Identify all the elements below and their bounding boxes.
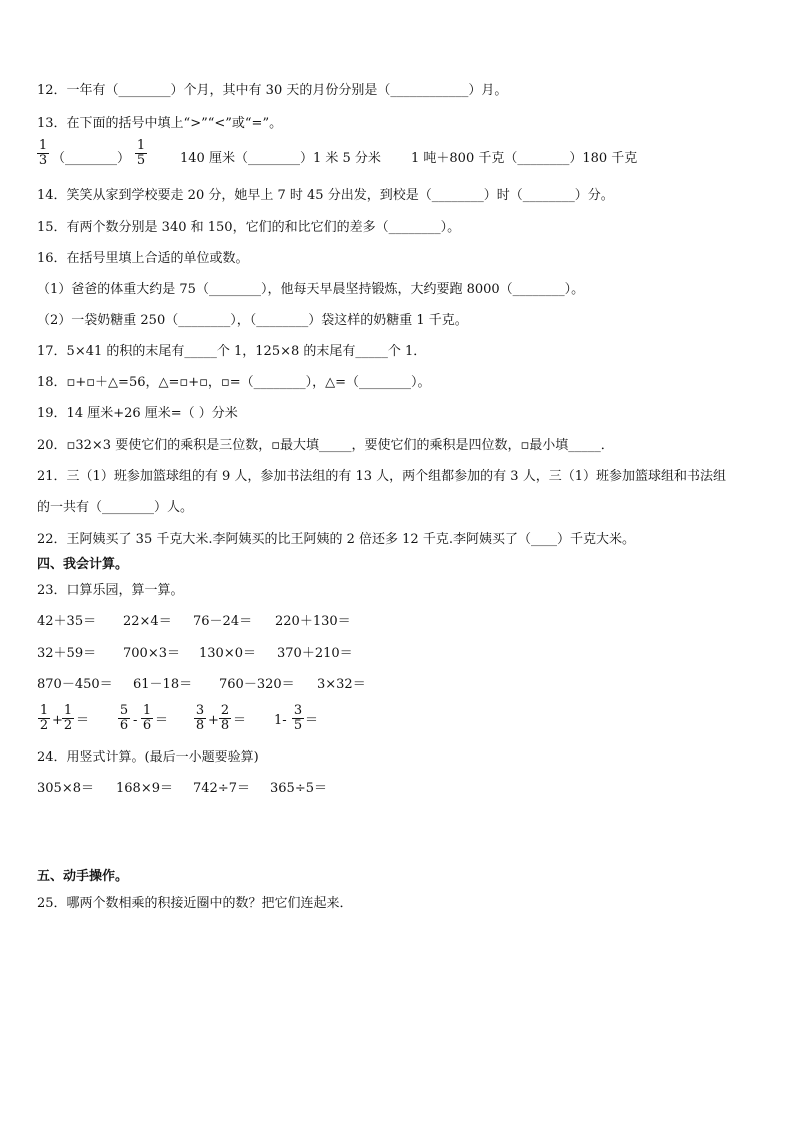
calc-item: 365÷5＝ bbox=[270, 781, 327, 796]
compare-item-c: 1 吨＋800 千克（________）180 千克 bbox=[411, 151, 638, 166]
calc-item: 220＋130＝ bbox=[275, 614, 351, 629]
calc-item: 700×3＝ bbox=[123, 646, 180, 661]
question-21-line-2: 的一共有（________）人。 bbox=[37, 500, 194, 515]
calc-item: 32＋59＝ bbox=[37, 646, 97, 661]
calc-item: 22×4＝ bbox=[123, 614, 172, 629]
calc-item: 61－18＝ bbox=[133, 677, 193, 692]
calc-item: 870－450＝ bbox=[37, 677, 113, 692]
question-17: 17．5×41 的积的末尾有_____个 1，125×8 的末尾有_____个 1． bbox=[37, 344, 427, 359]
section-5-heading: 五、动手操作。 bbox=[37, 869, 129, 884]
question-21-line-1: 21．三（1）班参加篮球组的有 9 人，参加书法组的有 13 人，两个组都参加的有 3 人，三（1）班参加篮球组和书法组 bbox=[37, 469, 726, 484]
question-15: 15．有两个数分别是 340 和 150，它们的和比它们的差多（________）。 bbox=[37, 220, 461, 235]
calc-item: 305×8＝ bbox=[37, 781, 94, 796]
fraction-one-third: $\frac{1}{3}$ bbox=[38, 138, 48, 168]
question-25: 25．哪两个数相乘的积接近圈中的数？把它们连起来． bbox=[37, 896, 353, 911]
question-18: 18．▫+▫＋△=56，△=▫+▫，▫=（________），△=（________）。 bbox=[37, 375, 431, 390]
question-23: 23．口算乐园，算一算。 bbox=[37, 583, 184, 598]
calc-item: 42＋35＝ bbox=[37, 614, 97, 629]
question-14: 14．笑笑从家到学校要走 20 分，她早上 7 时 45 分出发，到校是（________）时（________）分。 bbox=[37, 188, 614, 203]
question-13: 13．在下面的括号中填上“>”“<”或“=”。 bbox=[37, 116, 283, 131]
question-12: 12．一年有（________）个月，其中有 30 天的月份分别是（____________）月。 bbox=[37, 83, 508, 98]
section-4-heading: 四、我会计算。 bbox=[37, 557, 129, 572]
question-19: 19．14 厘米+26 厘米=（ ）分米 bbox=[37, 406, 238, 421]
calc-item: 130×0＝ bbox=[199, 646, 256, 661]
fraction-one-fifth: $\frac{1}{5}$ bbox=[136, 138, 146, 168]
calc-item: 76－24＝ bbox=[193, 614, 253, 629]
calc-item: 742÷7＝ bbox=[193, 781, 250, 796]
question-24: 24．用竖式计算。(最后一小题要验算) bbox=[37, 750, 259, 765]
compare-item-b: 140 厘米（________）1 米 5 分米 bbox=[180, 151, 381, 166]
question-16-part-2: （2）一袋奶糖重 250（________），（________）袋这样的奶糖重 1 千克。 bbox=[37, 313, 468, 328]
question-16-part-1: （1）爸爸的体重大约是 75（________），他每天早晨坚持锻炼，大约要跑 8000（________）。 bbox=[37, 282, 585, 297]
calc-item: 168×9＝ bbox=[116, 781, 173, 796]
compare-blank-a: （________） bbox=[52, 151, 131, 166]
question-22: 22．王阿姨买了 35 千克大米.李阿姨买的比王阿姨的 2 倍还多 12 千克.李阿姨买了（____）千克大米。 bbox=[37, 532, 635, 547]
calc-item: 3×32＝ bbox=[317, 677, 366, 692]
question-16: 16．在括号里填上合适的单位或数。 bbox=[37, 251, 249, 266]
calc-item: 760－320＝ bbox=[219, 677, 295, 692]
question-20: 20．▫32×3 要使它们的乘积是三位数，▫最大填_____，要使它们的乘积是四位数，▫最小填_____． bbox=[37, 438, 614, 453]
calc-item: 370＋210＝ bbox=[277, 646, 353, 661]
